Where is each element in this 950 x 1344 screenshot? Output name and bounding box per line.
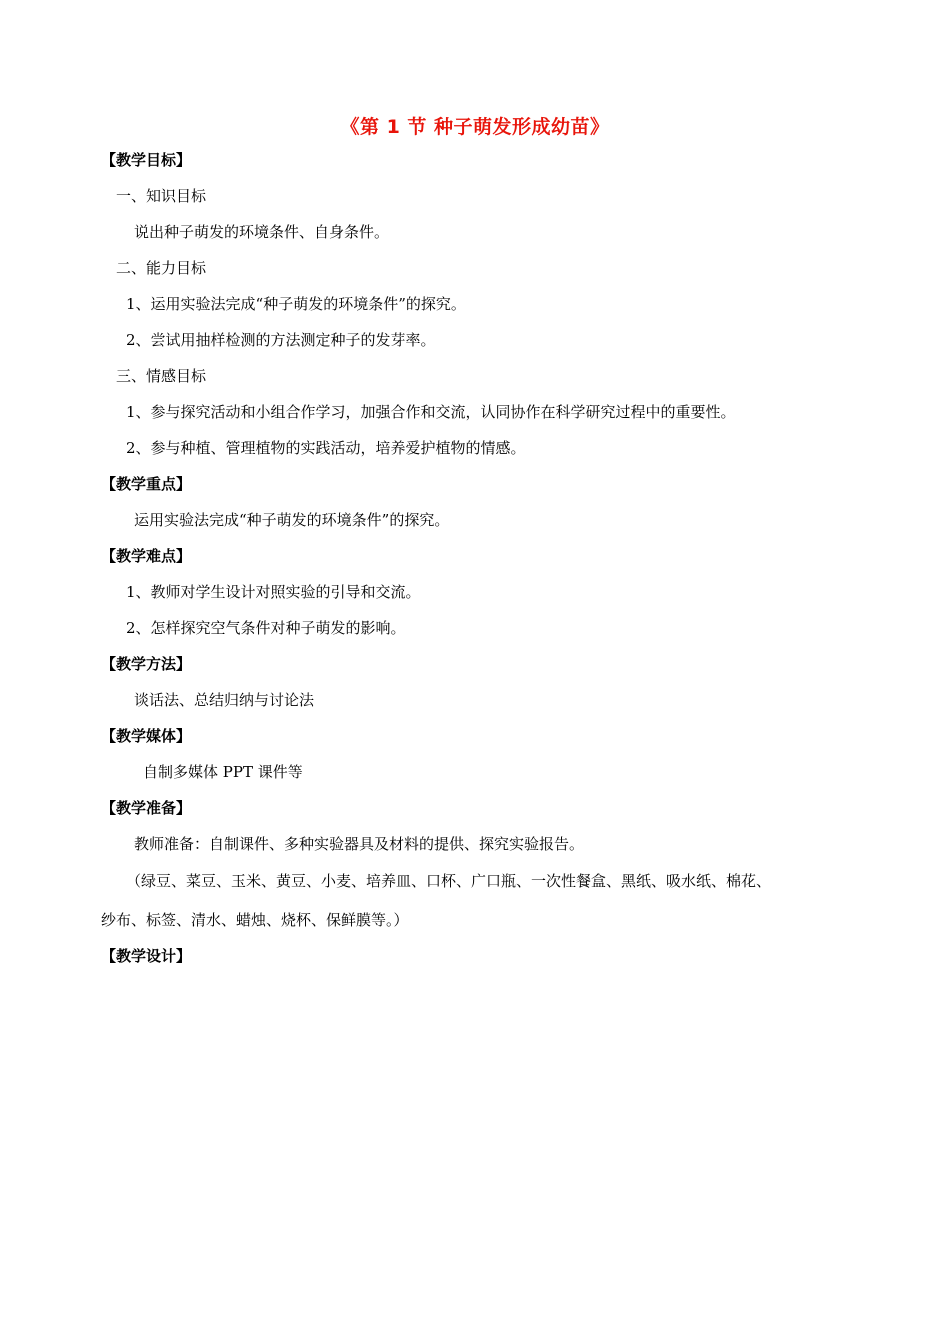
emotion-heading: 三、情感目标 [116, 367, 207, 385]
ability-item-2: 2、尝试用抽样检测的方法测定种子的发芽率。 [126, 331, 436, 349]
knowledge-heading: 一、知识目标 [116, 187, 207, 205]
preparation-text: 教师准备：自制课件、多种实验器具及材料的提供、探究实验报告。 [134, 835, 585, 853]
difficulty-item-2: 2、怎样探究空气条件对种子萌发的影响。 [126, 619, 406, 637]
ability-item-1: 1、运用实验法完成“种子萌发的环境条件”的探究。 [126, 295, 466, 313]
design-heading: 【教学设计】 [101, 947, 192, 965]
emotion-item-2: 2、参与种植、管理植物的实践活动，培养爱护植物的情感。 [126, 439, 526, 457]
key-points-text: 运用实验法完成“种子萌发的环境条件”的探究。 [134, 511, 450, 529]
difficulty-item-1: 1、教师对学生设计对照实验的引导和交流。 [126, 583, 421, 601]
materials-line-2: 纱布、标签、清水、蜡烛、烧杯、保鲜膜等。） [101, 911, 409, 929]
methods-heading: 【教学方法】 [101, 655, 192, 673]
ability-heading: 二、能力目标 [116, 259, 207, 277]
materials-line-1: （绿豆、菜豆、玉米、黄豆、小麦、培养皿、口杯、广口瓶、一次性餐盒、黑纸、吸水纸、棉花、 [126, 872, 772, 890]
media-heading: 【教学媒体】 [101, 727, 192, 745]
media-text: 自制多媒体 PPT 课件等 [143, 763, 303, 781]
document-title: 《第 1 节 种子萌发形成幼苗》 [340, 116, 610, 138]
key-points-heading: 【教学重点】 [101, 475, 192, 493]
methods-text: 谈话法、总结归纳与讨论法 [134, 691, 315, 709]
difficulties-heading: 【教学难点】 [101, 547, 192, 565]
preparation-heading: 【教学准备】 [101, 799, 192, 817]
objectives-heading: 【教学目标】 [101, 151, 192, 169]
knowledge-text: 说出种子萌发的环境条件、自身条件。 [134, 223, 390, 241]
emotion-item-1: 1、参与探究活动和小组合作学习，加强合作和交流，认同协作在科学研究过程中的重要性。 [126, 403, 736, 421]
